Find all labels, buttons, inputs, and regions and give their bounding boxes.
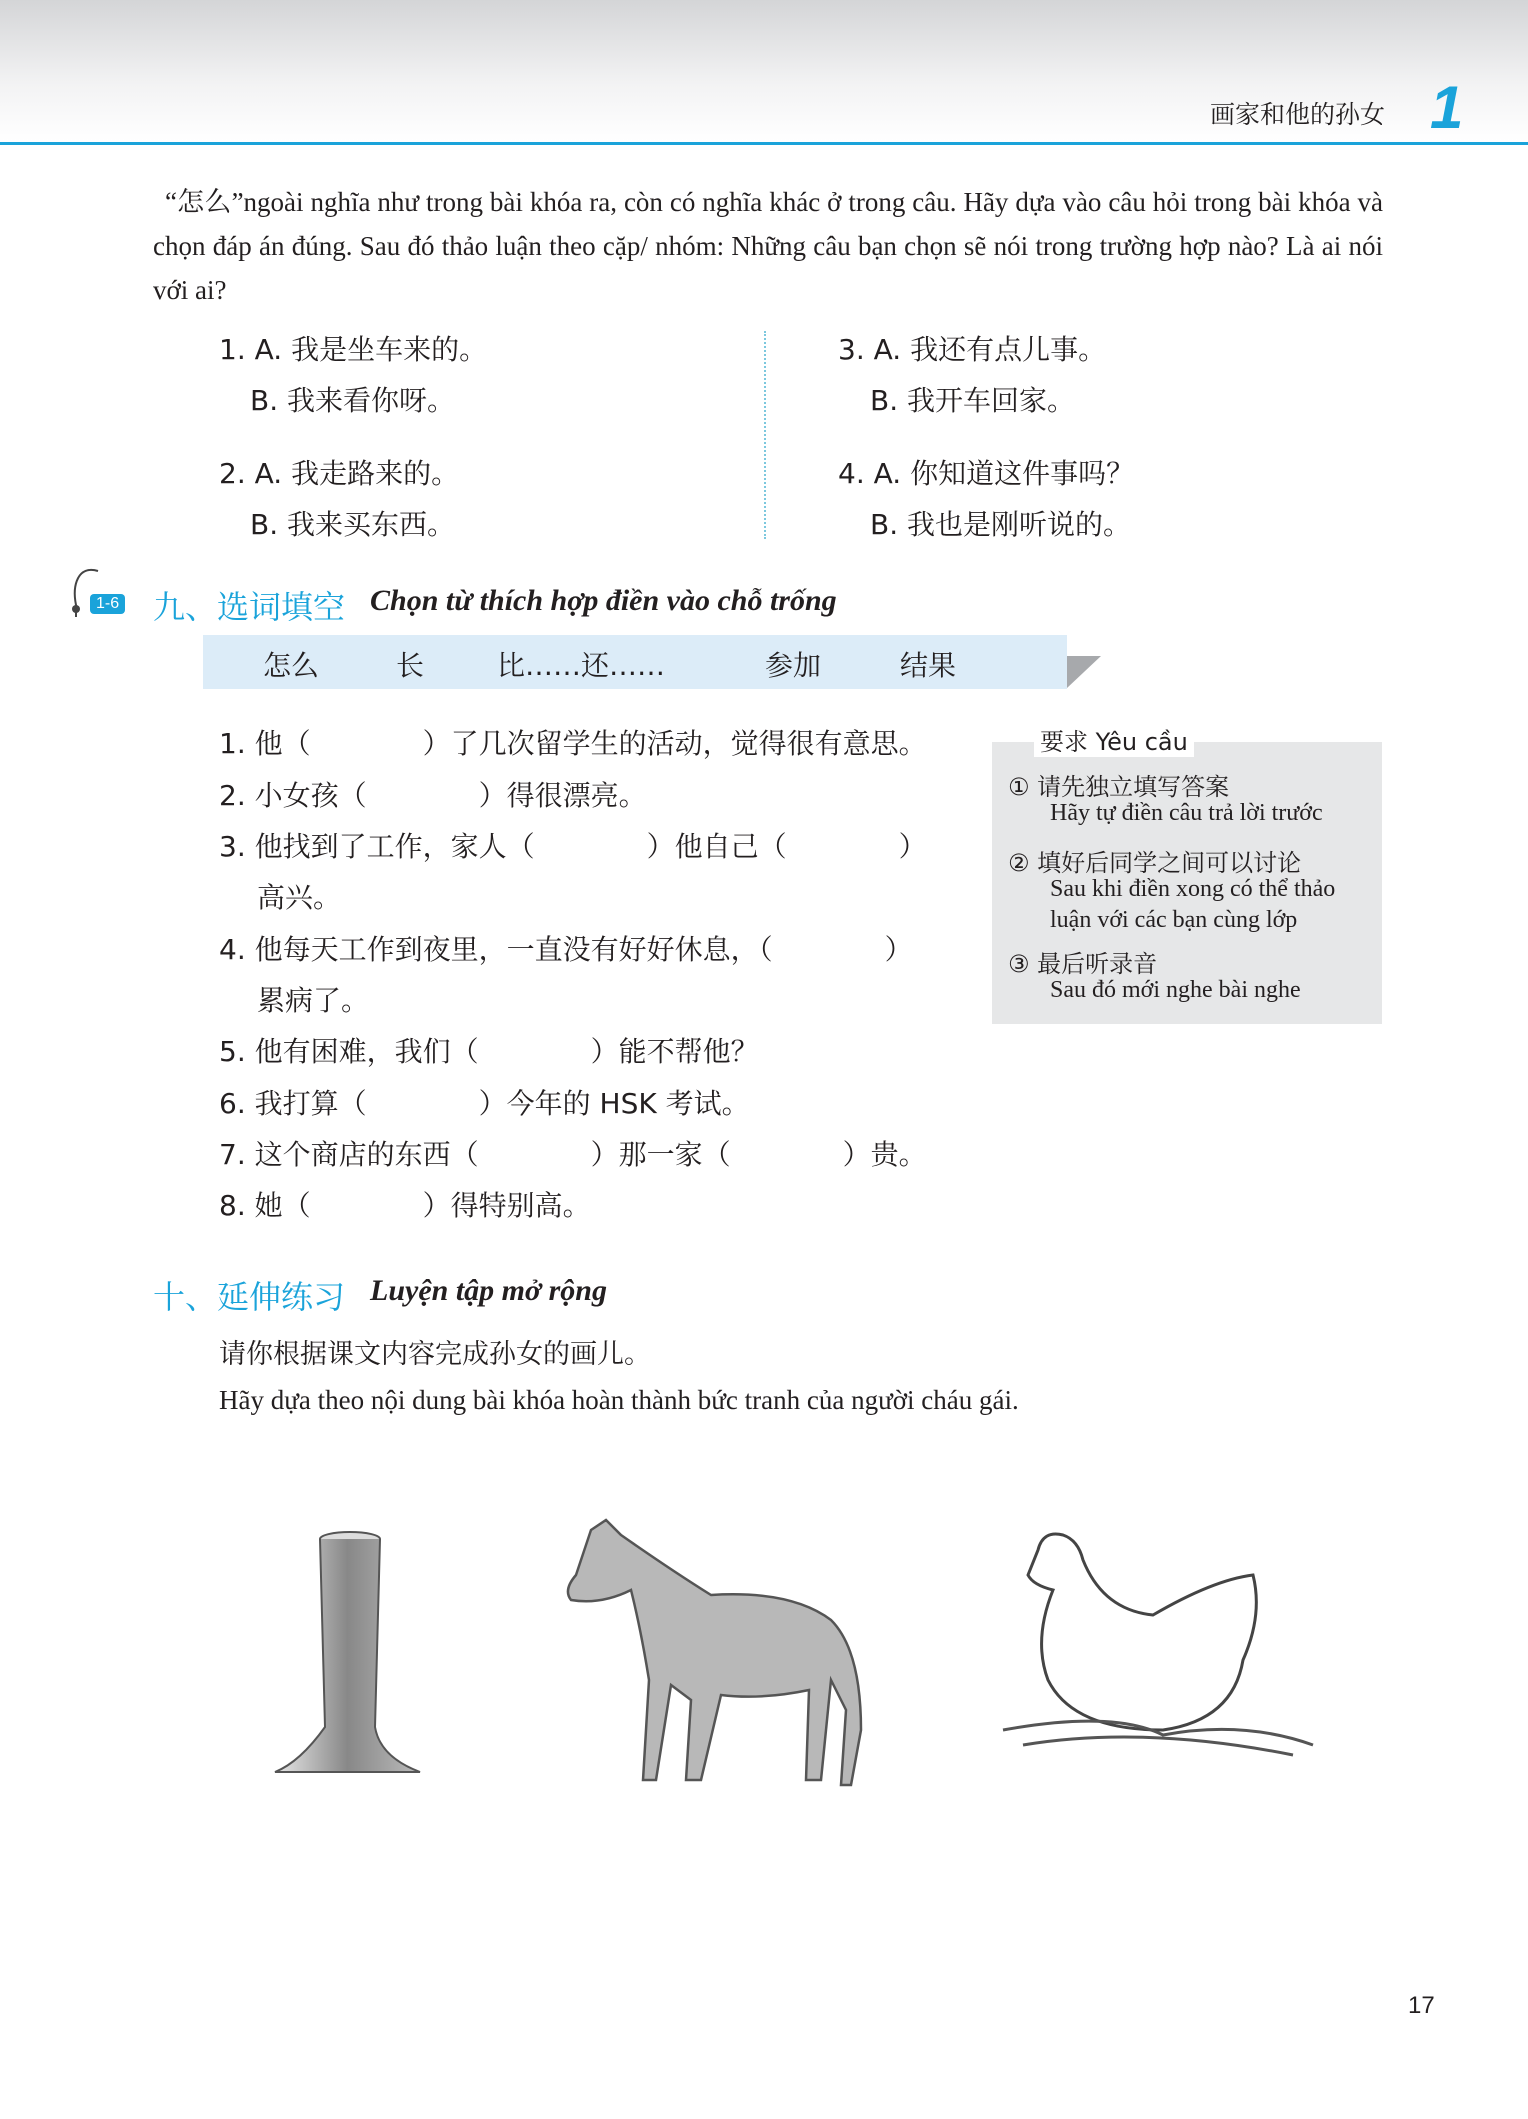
requirements-title: 要求 Yêu cầu bbox=[1034, 722, 1194, 757]
option-2a: 2. A. 我走路来的。 bbox=[219, 457, 460, 490]
fill-item: 7. 这个商店的东西（ ）那一家（ ）贵。 bbox=[219, 1138, 927, 1171]
fill-item: 2. 小女孩（ ）得很漂亮。 bbox=[219, 779, 647, 812]
option-1b: B. 我来看你呀。 bbox=[250, 384, 456, 417]
requirement-line: Sau khi điền xong có thể thảo bbox=[1050, 876, 1336, 902]
tree-stump-illustration bbox=[270, 1527, 430, 1787]
word-5: 结果 bbox=[900, 649, 957, 682]
fill-item: 6. 我打算（ ）今年的 HSK 考试。 bbox=[219, 1087, 750, 1120]
hen-illustration bbox=[993, 1520, 1318, 1780]
section9-title-vi: Chọn từ thích hợp điền vào chỗ trống bbox=[370, 584, 837, 617]
fill-item-cont: 累病了。 bbox=[257, 984, 370, 1017]
word-bank-corner bbox=[1067, 652, 1101, 688]
word-1: 怎么 bbox=[263, 649, 320, 682]
fill-item-cont: 高兴。 bbox=[257, 881, 342, 914]
fill-item: 8. 她（ ）得特别高。 bbox=[219, 1189, 591, 1222]
option-1a: 1. A. 我是坐车来的。 bbox=[219, 333, 488, 366]
option-3b: B. 我开车回家。 bbox=[870, 384, 1076, 417]
column-divider bbox=[764, 331, 766, 539]
fill-item: 3. 他找到了工作，家人（ ）他自己（ ） bbox=[219, 830, 927, 863]
lesson-number: 1 bbox=[1430, 74, 1464, 141]
header-divider bbox=[0, 142, 1528, 145]
audio-track-badge[interactable]: 1-6 bbox=[90, 594, 125, 614]
section9-title-cn: 九、选词填空 bbox=[153, 588, 346, 626]
option-4a: 4. A. 你知道这件事吗？ bbox=[838, 457, 1135, 490]
lesson-title: 画家和他的孙女 bbox=[1210, 100, 1386, 129]
section10-title-cn: 十、延伸练习 bbox=[153, 1278, 346, 1316]
word-2: 长 bbox=[396, 649, 425, 682]
horse-illustration bbox=[561, 1510, 876, 1795]
requirement-line: Hãy tự điền câu trả lời trước bbox=[1050, 800, 1323, 826]
word-3: 比……还…… bbox=[497, 649, 666, 682]
section10-instruction-vi: Hãy dựa theo nội dung bài khóa hoàn thành bức tranh của người cháu gái. bbox=[219, 1385, 1019, 1415]
option-3a: 3. A. 我还有点儿事。 bbox=[838, 333, 1107, 366]
requirement-line: luận với các bạn cùng lớp bbox=[1050, 907, 1298, 933]
fill-item: 5. 他有困难，我们（ ）能不帮他？ bbox=[219, 1035, 759, 1068]
word-4: 参加 bbox=[765, 649, 822, 682]
section10-instruction-cn: 请你根据课文内容完成孙女的画儿。 bbox=[219, 1339, 651, 1370]
section10-title-vi: Luyện tập mở rộng bbox=[370, 1274, 607, 1307]
option-2b: B. 我来买东西。 bbox=[250, 508, 456, 541]
requirement-line: ③ 最后听录音 bbox=[1008, 950, 1158, 978]
requirement-line: Sau đó mới nghe bài nghe bbox=[1050, 977, 1301, 1003]
intro-paragraph: “怎么”ngoài nghĩa như trong bài khóa ra, còn có nghĩa khác ở trong câu. Hãy dựa vào câu hỏi trong bài khóa và chọn đáp án đúng. Sau đó thảo luận theo cặp/ nhóm: Những câu bạn chọn sẽ nói trong trường hợp nào? Là ai nói với ai? bbox=[153, 187, 1383, 305]
requirement-line: ② 填好后同学之间可以讨论 bbox=[1008, 849, 1302, 877]
option-4b: B. 我也是刚听说的。 bbox=[870, 508, 1132, 541]
fill-item: 4. 他每天工作到夜里，一直没有好好休息，（ ） bbox=[219, 933, 913, 966]
requirement-line: ① 请先独立填写答案 bbox=[1008, 773, 1230, 801]
fill-item: 1. 他（ ）了几次留学生的活动，觉得很有意思。 bbox=[219, 727, 927, 760]
page-number: 17 bbox=[1408, 1992, 1435, 2019]
